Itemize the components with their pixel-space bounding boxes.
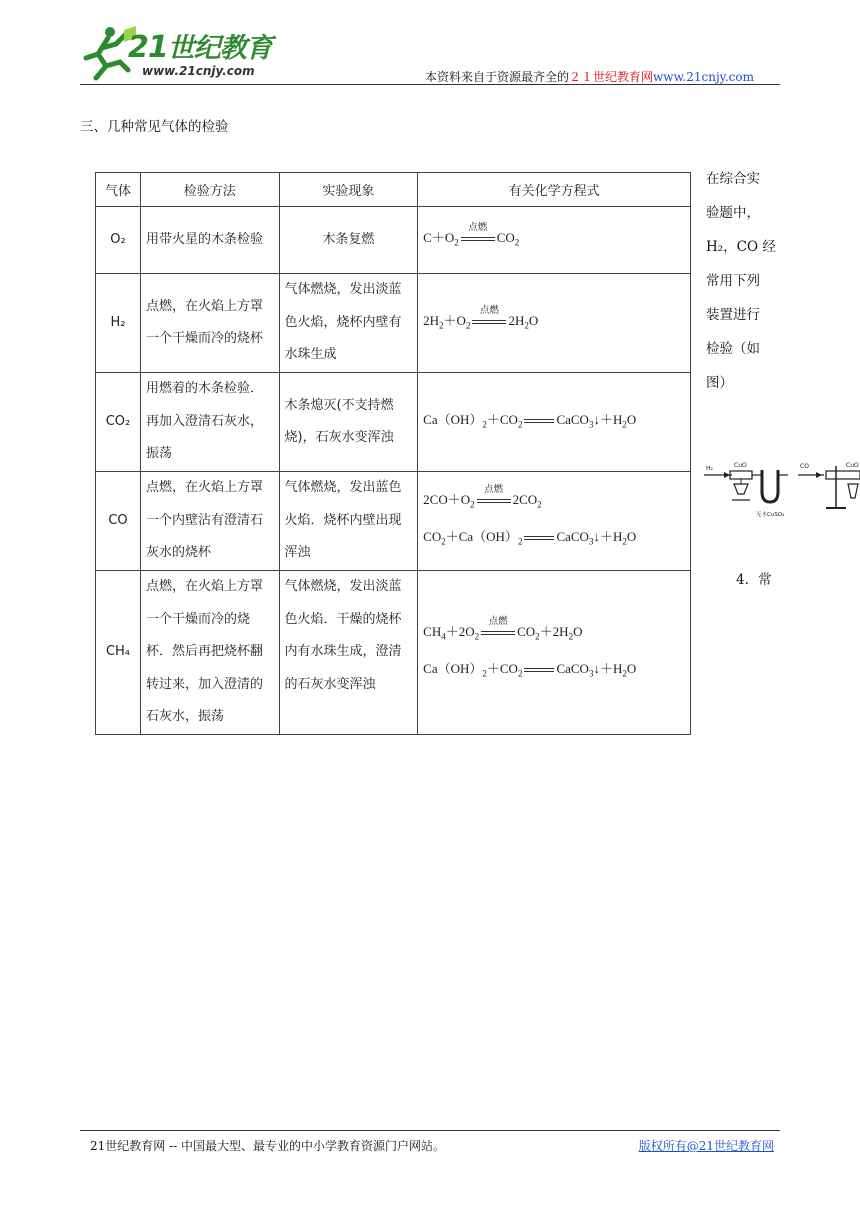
cell-gas: CH₄	[96, 571, 141, 735]
side-line: 在综合实	[706, 171, 760, 187]
cell-method: 用燃着的木条检验．再加入澄清石灰水，振荡	[140, 373, 279, 472]
cell-gas: CO₂	[96, 373, 141, 472]
equation-line: $Ca(OH)_2+CO_2$ $CaCO_3↓+H_2O$	[423, 660, 637, 679]
site-logo[interactable]	[80, 24, 280, 84]
side-paragraph	[706, 162, 786, 400]
table-row	[96, 472, 691, 571]
label-cuo-1: CuO	[734, 462, 747, 469]
cell-phenomenon: 木条复燃	[279, 207, 418, 274]
footer-text: 21世纪教育网 -- 中国最大型、最专业的中小学教育资源门户网站。	[90, 1139, 446, 1153]
equation-line: $CO_2+Ca(OH)_2$ $CaCO_3↓+H_2O$	[423, 529, 637, 547]
gas-test-table	[95, 172, 691, 735]
section-title: 三、几种常见气体的检验	[80, 119, 229, 135]
cell-phenomenon: 气体燃烧，发出蓝色火焰．烧杯内壁出现浑浊	[279, 472, 418, 571]
equation-line: $Ca(OH)_2+CO_2$ $CaCO_3↓+H_2O$	[423, 411, 637, 430]
apparatus-diagram	[704, 458, 860, 524]
label-cuo-2: CuO	[846, 462, 859, 469]
side-line: 常用下列	[706, 273, 760, 289]
side-line: 图）	[706, 375, 733, 391]
cell-equation	[418, 207, 691, 274]
cell-equation	[418, 274, 691, 373]
side-line: 装置进行	[706, 307, 760, 323]
cell-phenomenon: 气体燃烧，发出淡蓝色火焰．干燥的烧杯内有水珠生成，澄清的石灰水变浑浊	[279, 571, 418, 735]
next-item-number: 4．常	[736, 572, 772, 588]
col-header-method: 检验方法	[140, 173, 279, 207]
header-divider	[80, 84, 780, 85]
cell-method: 点燃，在火焰上方罩一个干燥而冷的烧杯．然后再把烧杯翻转过来，加入澄清的石灰水，振荡	[140, 571, 279, 735]
table-row	[96, 373, 691, 472]
label-h2: H₂	[706, 465, 713, 472]
col-header-equation: 有关化学方程式	[418, 173, 691, 207]
side-line: 检验（如	[706, 341, 760, 357]
table-header-row	[96, 173, 691, 207]
header-note-site[interactable]: ２１世纪教育网	[569, 70, 654, 84]
table-row	[96, 274, 691, 373]
label-cuso4: 无水CuSO₄	[756, 512, 785, 518]
cell-equation	[418, 571, 691, 735]
cell-gas: O₂	[96, 207, 141, 274]
header-note-prefix: 本资料来自于资源最齐全的	[425, 70, 570, 84]
cell-method: 用带火星的木条检验	[140, 207, 279, 274]
logo-url: www.21cnjy.com	[142, 64, 255, 78]
side-line: 验题中，	[706, 205, 760, 221]
equation-line: $2H_2+O_2$ 点燃 $2H_2O$	[423, 304, 539, 331]
equation-line: $2CO+O_2$ 点燃 $2CO_2$	[423, 484, 542, 510]
cell-gas: CO	[96, 472, 141, 571]
cell-method: 点燃，在火焰上方罩一个干燥而冷的烧杯	[140, 274, 279, 373]
equation-line: $C+O_2$ 点燃 $CO_2$	[423, 221, 520, 248]
table-row	[96, 571, 691, 735]
equation-line: $CH_4+2O_2$ 点燃 $CO_2+2H_2O$	[423, 615, 583, 642]
cell-phenomenon: 木条熄灭(不支持燃烧)，石灰水变浑浊	[279, 373, 418, 472]
cell-method: 点燃，在火焰上方罩一个内壁沾有澄清石灰水的烧杯	[140, 472, 279, 571]
copyright-link[interactable]: 版权所有@21世纪教育网	[638, 1139, 774, 1153]
logo-brand-text: 21世纪教育	[128, 30, 272, 65]
header-note	[425, 68, 754, 85]
col-header-gas: 气体	[96, 173, 141, 207]
label-co: CO	[800, 463, 809, 470]
footer-divider	[80, 1130, 780, 1131]
header-note-url[interactable]: www.21cnjy.com	[653, 70, 754, 84]
cell-equation	[418, 472, 691, 571]
cell-gas: H₂	[96, 274, 141, 373]
cell-phenomenon: 气体燃烧，发出淡蓝色火焰，烧杯内壁有水珠生成	[279, 274, 418, 373]
side-line: H₂，CO 经	[706, 239, 776, 255]
col-header-phenomenon: 实验现象	[279, 173, 418, 207]
table-row	[96, 207, 691, 274]
cell-equation	[418, 373, 691, 472]
